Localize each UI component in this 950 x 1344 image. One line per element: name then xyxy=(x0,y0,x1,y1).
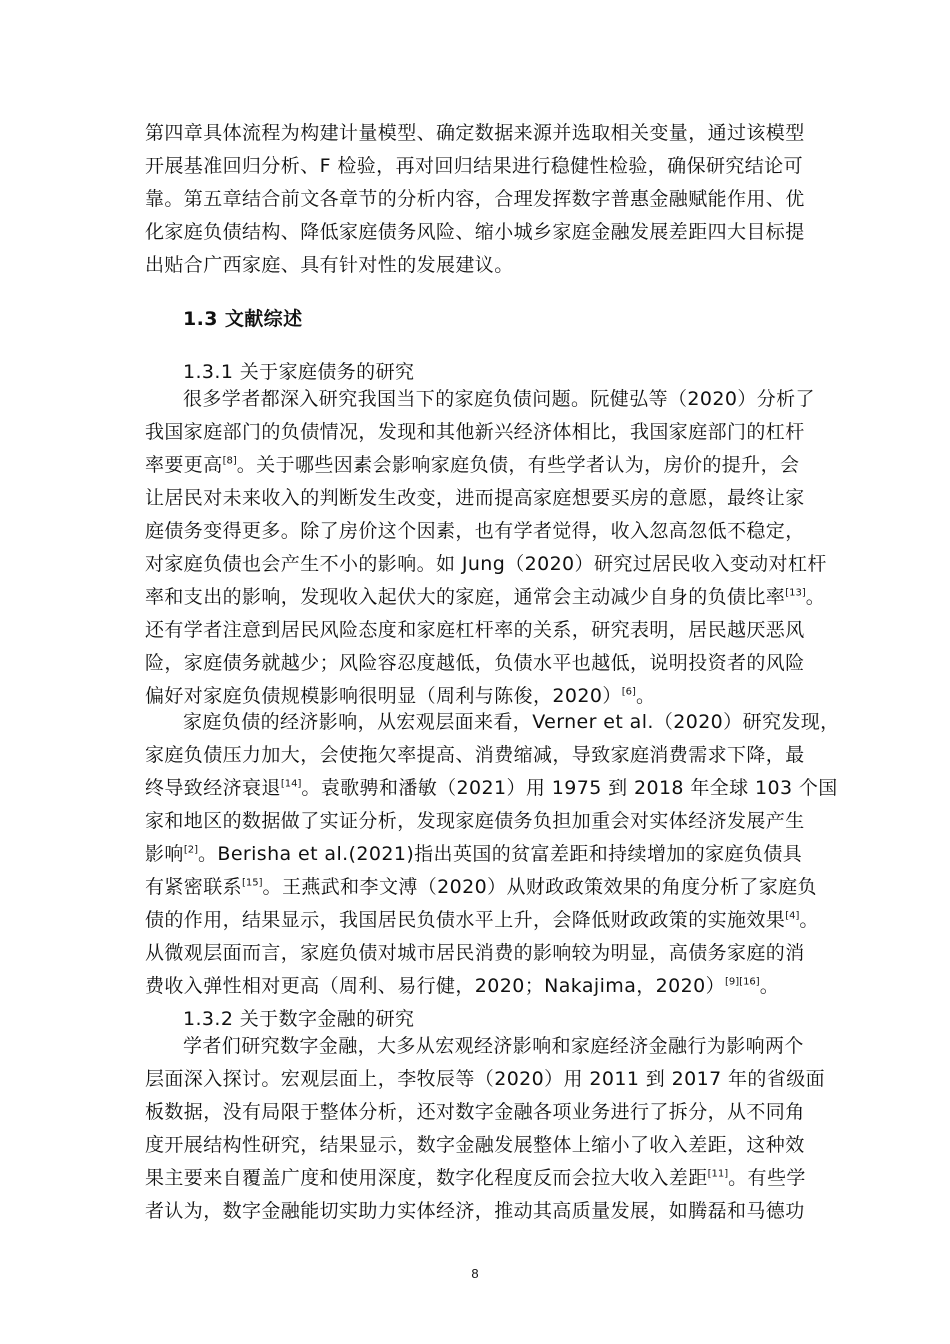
paragraph-line: 险，家庭债务就越少；风险容忍度越低，负债水平也越低，说明投资者的风险 xyxy=(145,652,805,674)
intro-paragraph xyxy=(145,117,813,282)
citation-ref: [13] xyxy=(785,587,806,599)
citation-ref: [14] xyxy=(280,778,302,790)
citation-ref: [8] xyxy=(222,455,237,467)
section-heading: 1.3 文献综述 xyxy=(183,308,303,330)
paragraph-line xyxy=(145,772,838,805)
paragraph-line xyxy=(145,871,817,904)
text-run: 偏好对家庭负债规模影响很明显（周利与陈俊，2020） xyxy=(145,685,622,707)
paragraph-line: 者认为，数字金融能切实助力实体经济，推动其高质量发展，如腾磊和马德功 xyxy=(145,1200,805,1222)
text-run: 。 xyxy=(799,909,819,931)
text-run: 。王燕武和李文溥（2020）从财政政策效果的角度分析了家庭负 xyxy=(262,876,817,898)
paragraph-line: 出贴合广西家庭、具有针对性的发展建议。 xyxy=(145,254,514,276)
paragraph-line: 家和地区的数据做了实证分析，发现家庭债务负担加重会对实体经济发展产生 xyxy=(145,810,805,832)
digital-finance-paragraph-1 xyxy=(145,1030,826,1228)
citation-ref: [2] xyxy=(183,844,198,856)
paragraph-line xyxy=(145,838,813,871)
paragraph-line: 家庭负债的经济影响，从宏观层面来看，Verner et al.（2020）研究发现， xyxy=(183,711,840,733)
text-run: 影响 xyxy=(145,843,184,865)
paragraph-line: 从微观层面而言，家庭负债对城市居民消费的影响较为明显，高债务家庭的消 xyxy=(145,942,805,964)
paragraph-line xyxy=(145,970,813,1003)
paragraph-line: 开展基准回归分析、F 检验，再对回归结果进行稳健性检验，确保研究结论可 xyxy=(145,155,803,177)
text-run: 。关于哪些因素会影响家庭负债，有些学者认为，房价的提升，会 xyxy=(236,454,800,476)
text-run: 。 xyxy=(805,586,826,608)
paragraph-line xyxy=(145,1162,813,1195)
paragraph-line xyxy=(145,449,813,482)
paragraph-line: 靠。第五章结合前文各章节的分析内容，合理发挥数字普惠金融赋能作用、优 xyxy=(145,188,805,210)
paragraph-line: 板数据，没有局限于整体分析，还对数字金融各项业务进行了拆分，从不同角 xyxy=(145,1101,805,1123)
paragraph-line: 我国家庭部门的负债情况，发现和其他新兴经济体相比，我国家庭部门的杠杆 xyxy=(145,421,805,443)
subsection-heading: 1.3.2 关于数字金融的研究 xyxy=(183,1008,415,1030)
text-run: 。有些学 xyxy=(728,1167,806,1189)
paragraph-line: 度开展结构性研究，结果显示，数字金融发展整体上缩小了收入差距，这种效 xyxy=(145,1134,805,1156)
text-run: 率要更高 xyxy=(145,454,223,476)
text-run: 。袁歌骋和潘敏（2021）用 1975 到 2018 年全球 103 个国 xyxy=(301,777,838,799)
paragraph-line: 让居民对未来收入的判断发生改变，进而提高家庭想要买房的意愿，最终让家 xyxy=(145,487,805,509)
paragraph-line xyxy=(145,904,819,937)
text-run: 终导致经济衰退 xyxy=(145,777,281,799)
text-run: 。 xyxy=(759,975,780,997)
text-run: 债的作用，结果显示，我国居民负债水平上升，会降低财政政策的实施效果 xyxy=(145,909,786,931)
citation-ref: [11] xyxy=(707,1168,729,1180)
citation-ref: [9][16] xyxy=(725,976,760,988)
text-run: 费收入弹性相对更高（周利、易行健，2020；Nakajima，2020） xyxy=(145,975,725,997)
household-debt-paragraph-2 xyxy=(145,706,840,1003)
citation-ref: [4] xyxy=(785,910,800,922)
citation-ref: [15] xyxy=(242,877,263,889)
subsection-heading: 1.3.1 关于家庭债务的研究 xyxy=(183,361,415,383)
citation-ref: [6] xyxy=(621,686,636,698)
text-run: 率和支出的影响，发现收入起伏大的家庭，通常会主动减少自身的负债比率 xyxy=(145,586,786,608)
paragraph-line xyxy=(145,581,826,614)
text-run: 有紧密联系 xyxy=(145,876,243,898)
paragraph-line: 学者们研究数字金融，大多从宏观经济影响和家庭经济金融行为影响两个 xyxy=(183,1035,804,1057)
paragraph-line: 层面深入探讨。宏观层面上，李牧辰等（2020）用 2011 到 2017 年的省级面 xyxy=(145,1068,826,1090)
text-run: 。 xyxy=(635,685,656,707)
paragraph-line: 家庭负债压力加大，会使拖欠率提高、消费缩减，导致家庭消费需求下降，最 xyxy=(145,744,805,766)
text-run: 果主要来自覆盖广度和使用深度，数字化程度反而会拉大收入差距 xyxy=(145,1167,708,1189)
text-run: 。Berisha et al.(2021)指出英国的贫富差距和持续增加的家庭负债具 xyxy=(197,843,803,865)
paragraph-line: 还有学者注意到居民风险态度和家庭杠杆率的关系，研究表明，居民越厌恶风 xyxy=(145,619,805,641)
page-number: 8 xyxy=(471,1266,479,1281)
paragraph-line: 庭债务变得更多。除了房价这个因素，也有学者觉得，收入忽高忽低不稳定， xyxy=(145,520,805,542)
paragraph-line: 第四章具体流程为构建计量模型、确定数据来源并选取相关变量，通过该模型 xyxy=(145,122,805,144)
paragraph-line: 很多学者都深入研究我国当下的家庭负债问题。阮健弘等（2020）分析了 xyxy=(183,388,815,410)
paragraph-line: 化家庭负债结构、降低家庭债务风险、缩小城乡家庭金融发展差距四大目标提 xyxy=(145,221,805,243)
paragraph-line: 对家庭负债也会产生不小的影响。如 Jung（2020）研究过居民收入变动对杠杆 xyxy=(145,553,827,575)
household-debt-paragraph-1 xyxy=(145,383,827,713)
